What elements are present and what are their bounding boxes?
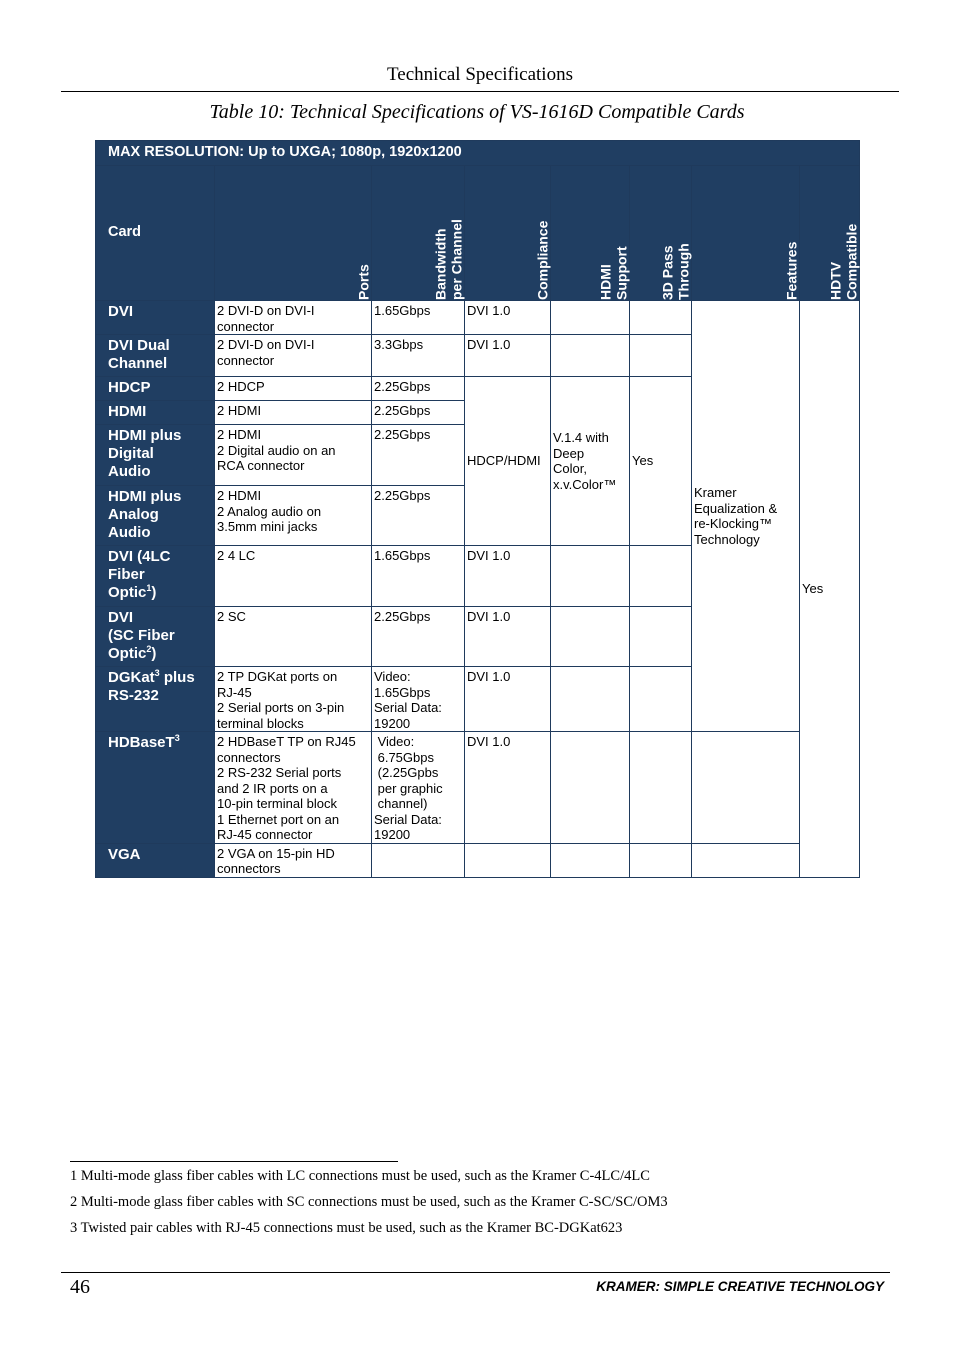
compliance-cell: DVI 1.0	[465, 335, 551, 377]
ports-cell: 2 DVI-D on DVI-I connector	[215, 335, 372, 377]
column-header-row	[96, 166, 860, 301]
pass-through-cell	[630, 843, 692, 877]
row-header: DVI Dual Channel	[96, 335, 215, 377]
bandwidth-cell: Video: 1.65Gbps Serial Data: 19200	[372, 667, 465, 732]
bandwidth-cell: 1.65Gbps	[372, 301, 465, 335]
row-header: HDMI plus Digital Audio	[96, 425, 215, 486]
compliance-cell: DVI 1.0	[465, 546, 551, 607]
hdtv-cell: Yes	[800, 301, 860, 878]
ports-cell: 2 VGA on 15-pin HD connectors	[215, 843, 372, 877]
col-3d-pass-through: 3D Pass Through	[630, 166, 692, 301]
bandwidth-cell	[372, 843, 465, 877]
hdmi-support-cell	[551, 667, 630, 732]
row-header: DVI (SC Fiber Optic$^2$)	[96, 607, 215, 667]
hdmi-support-cell	[551, 301, 630, 335]
footnote-ref: 2	[146, 644, 152, 654]
running-header: Technical Specifications	[387, 64, 573, 85]
pass-through-cell	[630, 546, 692, 607]
compliance-cell: DVI 1.0	[465, 732, 551, 844]
ports-cell: 2 4 LC	[215, 546, 372, 607]
hdmi-support-merged-cell: V.1.4 with Deep Color, x.v.Color™	[551, 377, 630, 546]
compliance-merged-cell: HDCP/HDMI	[465, 377, 551, 546]
ports-cell: 2 HDMI 2 Analog audio on 3.5mm mini jacks	[215, 486, 372, 546]
ports-cell: 2 HDCP	[215, 377, 372, 401]
footnote-ref: 3	[154, 668, 160, 678]
bandwidth-cell: 3.3Gbps	[372, 335, 465, 377]
ports-cell: 2 HDMI 2 Digital audio on an RCA connector	[215, 425, 372, 486]
footnote-ref: 3	[174, 733, 180, 743]
col-hdmi-support: HDMI Support	[551, 166, 630, 301]
pass-through-merged-cell: Yes	[630, 377, 692, 546]
features-cell	[692, 732, 800, 844]
ports-cell: 2 TP DGKat ports on RJ-45 2 Serial ports on 3-pin terminal blocks	[215, 667, 372, 732]
pass-through-cell	[630, 335, 692, 377]
bandwidth-cell: 2.25Gbps	[372, 425, 465, 486]
ports-cell: 2 DVI-D on DVI-I connector	[215, 301, 372, 335]
pass-through-cell	[630, 667, 692, 732]
bandwidth-cell: 2.25Gbps	[372, 607, 465, 667]
ports-cell: 2 SC	[215, 607, 372, 667]
table-row-hdbaset	[96, 732, 860, 844]
col-features: Features	[692, 166, 800, 301]
pass-through-cell	[630, 607, 692, 667]
pass-through-cell	[630, 301, 692, 335]
row-header: DVI (4LC Fiber Optic$^1$)	[96, 546, 215, 607]
table-row-vga	[96, 843, 860, 877]
header-rule	[61, 91, 899, 92]
footnote-ref: 1	[146, 583, 152, 593]
bandwidth-cell: 2.25Gbps	[372, 486, 465, 546]
row-header: DVI	[96, 301, 215, 335]
compliance-cell: DVI 1.0	[465, 667, 551, 732]
col-ports: Ports	[215, 166, 372, 301]
pass-through-cell	[630, 732, 692, 844]
features-cell: Kramer Equalization & re-Klocking™ Technology	[692, 301, 800, 732]
hdmi-support-cell	[551, 546, 630, 607]
bandwidth-cell: 2.25Gbps	[372, 377, 465, 401]
compliance-cell: DVI 1.0	[465, 607, 551, 667]
table-caption: Table 10: Technical Specifications of VS-1616D Compatible Cards	[209, 101, 745, 123]
row-header: HDBaseT$^3$	[96, 732, 215, 844]
col-compliance: Compliance	[465, 166, 551, 301]
hdmi-support-cell	[551, 843, 630, 877]
compliance-cell: DVI 1.0	[465, 301, 551, 335]
ports-cell: 2 HDBaseT TP on RJ45 connectors 2 RS-232 Serial ports and 2 IR ports on a 10-pin terminal block 1 Ethernet port on an RJ-45 connector	[215, 732, 372, 844]
row-header: HDCP	[96, 377, 215, 401]
table-row-dvi	[96, 301, 860, 335]
bandwidth-cell: 2.25Gbps	[372, 401, 465, 425]
features-cell	[692, 843, 800, 877]
footnote-3: 3 Twisted pair cables with RJ-45 connections must be used, such as the Kramer BC-DGKat623	[70, 1220, 623, 1236]
col-hdtv: HDTV Compatible	[800, 166, 860, 301]
page-number: 46	[70, 1276, 90, 1298]
footnote-2: 2 Multi-mode glass fiber cables with SC connections must be used, such as the Kramer C-SC/SC/OM3	[70, 1194, 668, 1210]
row-header: VGA	[96, 843, 215, 877]
bandwidth-cell: 1.65Gbps	[372, 546, 465, 607]
ports-cell: 2 HDMI	[215, 401, 372, 425]
row-header: HDMI plus Analog Audio	[96, 486, 215, 546]
hdmi-support-cell	[551, 607, 630, 667]
footer-rule	[61, 1272, 890, 1273]
footnote-rule	[70, 1161, 398, 1162]
row-header: HDMI	[96, 401, 215, 425]
bandwidth-cell: Video: 6.75Gbps (2.25Gpbs per graphic channel) Serial Data: 19200	[372, 732, 465, 844]
compliance-cell	[465, 843, 551, 877]
hdmi-support-cell	[551, 732, 630, 844]
spec-table	[95, 140, 860, 878]
max-resolution-banner: MAX RESOLUTION: Up to UXGA; 1080p, 1920x1200	[96, 141, 860, 166]
row-header: DGKat$^3$ plus RS-232	[96, 667, 215, 732]
hdmi-support-cell	[551, 335, 630, 377]
footnote-1: 1 Multi-mode glass fiber cables with LC connections must be used, such as the Kramer C-4LC/4LC	[70, 1168, 650, 1184]
footer-brand: KRAMER: SIMPLE CREATIVE TECHNOLOGY	[596, 1279, 884, 1294]
col-card: Card	[96, 166, 215, 301]
col-bandwidth: Bandwidth per Channel	[372, 166, 465, 301]
